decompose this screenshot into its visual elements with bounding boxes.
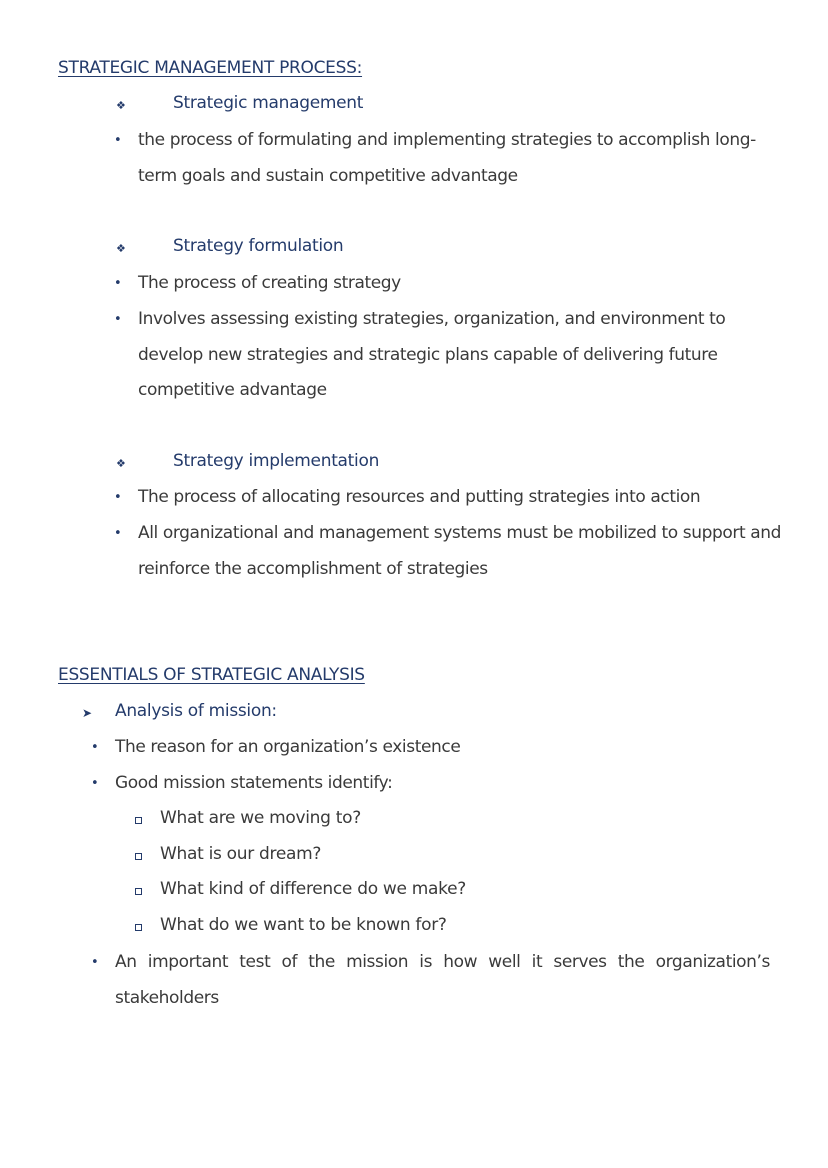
section-title-essentials-of-strategic-analysis: ESSENTIALS OF STRATEGIC ANALYSIS <box>58 665 365 685</box>
topic-point: Involves assessing existing strategies, organization, and environment to develop new strategies and strategic plans capable of delivering future competitive advantage <box>138 309 726 401</box>
diamond-bullet-icon: ❖ <box>116 99 126 112</box>
mission-point: The reason for an organization’s existence <box>115 737 461 757</box>
square-bullet-icon <box>135 817 142 824</box>
mission-question: What do we want to be known for? <box>160 915 447 935</box>
diamond-bullet-icon: ❖ <box>116 457 126 470</box>
mission-final-point: An important test of the mission is how well it serves the organization’s stakeholders <box>115 952 770 1008</box>
mission-question: What kind of difference do we make? <box>160 879 466 899</box>
square-bullet-icon <box>135 853 142 860</box>
bullet-dot-icon: • <box>91 776 99 791</box>
mission-question: What is our dream? <box>160 844 322 864</box>
bullet-dot-icon: • <box>91 740 99 755</box>
diamond-bullet-icon: ❖ <box>116 242 126 255</box>
bullet-dot-icon: • <box>114 312 122 327</box>
bullet-dot-icon: • <box>114 490 122 505</box>
topic-point: All organizational and management systems must be mobilized to support and reinforce the accomplishment of strategies <box>138 523 782 579</box>
topic-strategic-management: Strategic management <box>173 93 364 113</box>
square-bullet-icon <box>135 888 142 895</box>
bullet-dot-icon: • <box>114 276 122 291</box>
topic-point: the process of formulating and implementing strategies to accomplish long-term goals and sustain competitive advantage <box>138 130 756 186</box>
subheading-analysis-of-mission: Analysis of mission: <box>115 701 277 721</box>
topic-strategy-formulation: Strategy formulation <box>173 236 344 256</box>
topic-point: The process of allocating resources and putting strategies into action <box>138 487 701 507</box>
bullet-dot-icon: • <box>91 955 99 970</box>
bullet-dot-icon: • <box>114 133 122 148</box>
bullet-dot-icon: • <box>114 526 122 541</box>
mission-point: Good mission statements identify: <box>115 773 393 793</box>
topic-point: The process of creating strategy <box>138 273 401 293</box>
section-title-strategic-management-process: STRATEGIC MANAGEMENT PROCESS: <box>58 58 363 78</box>
arrow-bullet-icon: ➤ <box>82 706 93 720</box>
square-bullet-icon <box>135 924 142 931</box>
mission-question: What are we moving to? <box>160 808 361 828</box>
topic-strategy-implementation: Strategy implementation <box>173 451 380 471</box>
